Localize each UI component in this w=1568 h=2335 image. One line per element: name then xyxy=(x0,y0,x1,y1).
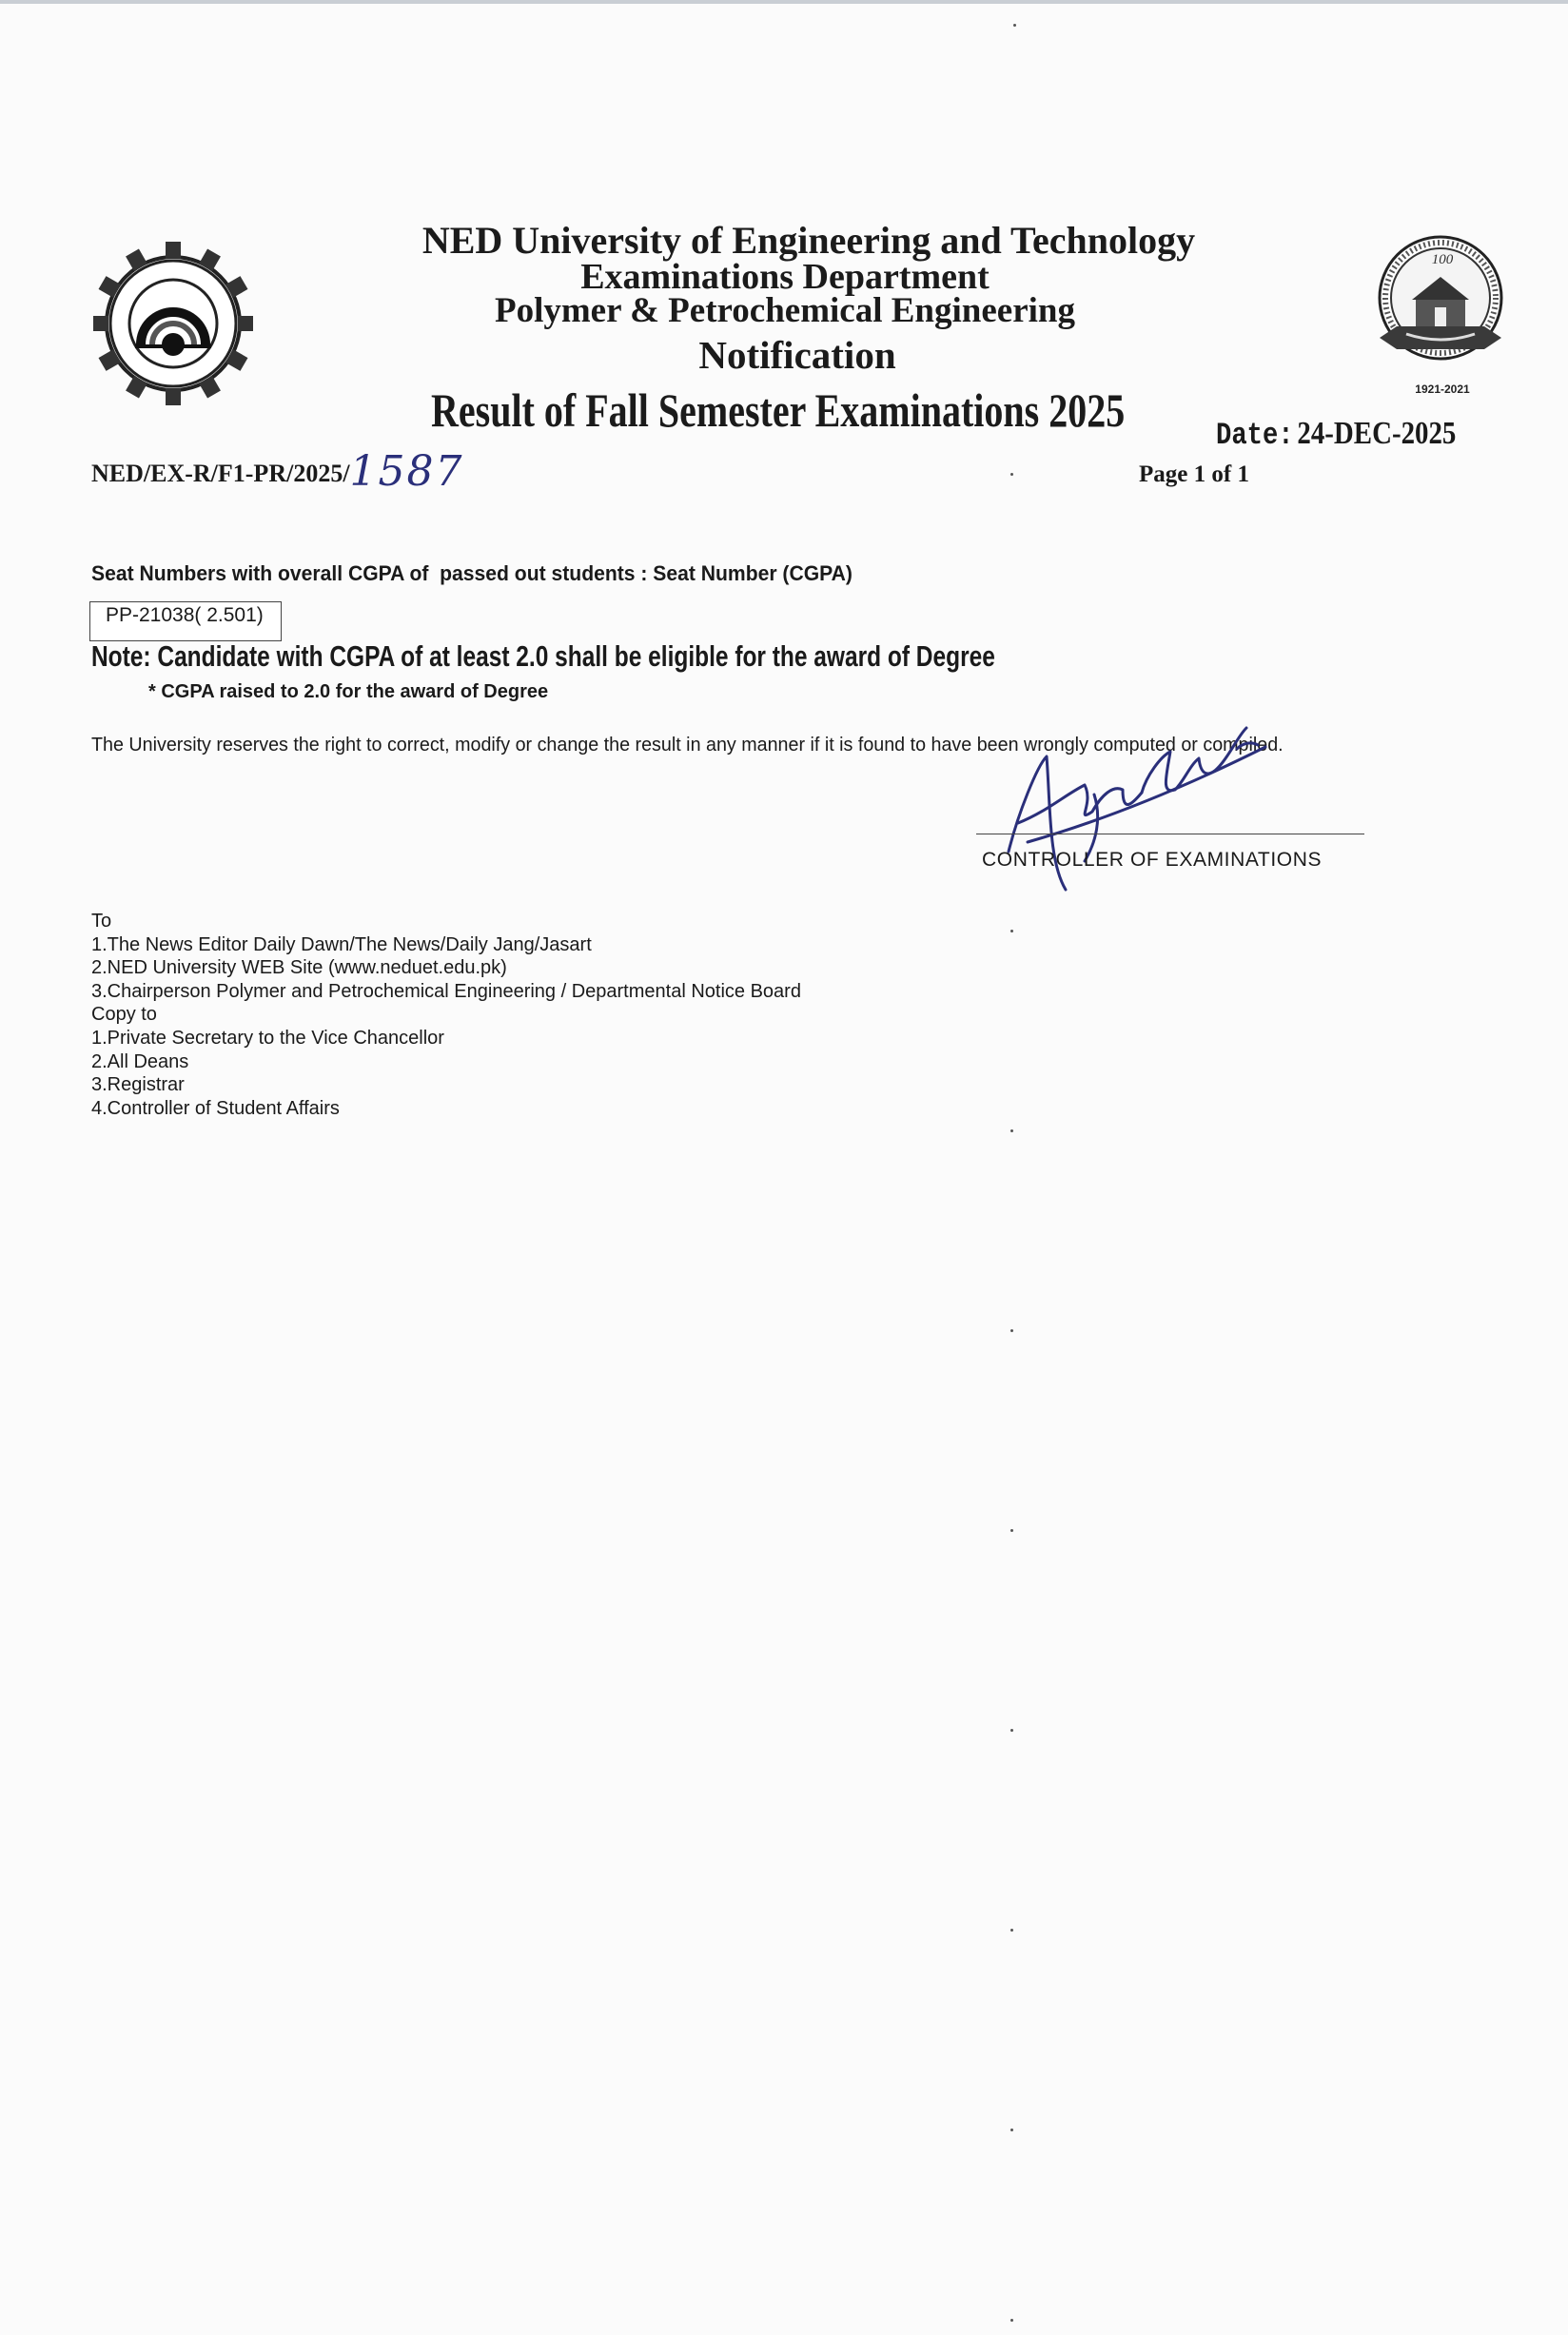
date-value: 24-DEC-2025 xyxy=(1297,416,1457,451)
date-line xyxy=(1216,416,1456,453)
reference-handwritten: 1587 xyxy=(349,447,464,496)
scan-top-edge xyxy=(0,0,1568,4)
copy-item: 2.All Deans xyxy=(91,1050,189,1072)
scan-speck xyxy=(1010,2129,1013,2131)
signatory-title: CONTROLLER OF EXAMINATIONS xyxy=(982,849,1323,871)
signature xyxy=(980,699,1284,909)
date-label: Date: xyxy=(1216,418,1294,453)
scan-speck xyxy=(1010,1329,1013,1332)
scan-speck xyxy=(1010,1929,1013,1932)
discipline-name: Polymer & Petrochemical Engineering xyxy=(494,291,1075,330)
copy-item: 1.Private Secretary to the Vice Chancellor xyxy=(91,1027,444,1049)
page-indicator: Page 1 of 1 xyxy=(1139,461,1249,487)
scan-speck xyxy=(1010,1729,1013,1732)
university-name: NED University of Engineering and Technology xyxy=(421,219,1196,262)
copy-item: 3.Registrar xyxy=(91,1074,185,1096)
cgpa-raised-note: * CGPA raised to 2.0 for the award of Degree xyxy=(148,681,549,702)
scan-speck xyxy=(1010,930,1013,932)
reference-number: NED/EX-R/F1-PR/2025/ xyxy=(91,460,350,487)
to-item: 3.Chairperson Polymer and Petrochemical Engineering / Departmental Notice Board xyxy=(91,980,801,1002)
department-name: Examinations Department xyxy=(580,257,990,297)
result-title: Result of Fall Semester Examinations 2025 xyxy=(431,383,1126,437)
document-type: Notification xyxy=(698,333,896,377)
to-item: 1.The News Editor Daily Dawn/The News/Daily Jang/Jasart xyxy=(91,933,592,955)
scan-speck xyxy=(1010,1129,1013,1132)
results-heading: Seat Numbers with overall CGPA of passed out students : Seat Number (CGPA) xyxy=(91,561,853,585)
centenary-badge-number: 100 xyxy=(1431,252,1454,267)
to-label: To xyxy=(91,911,112,932)
reference-line xyxy=(91,443,464,496)
scan-speck xyxy=(1010,473,1013,476)
scan-speck xyxy=(1010,2319,1013,2322)
disclaimer: The University reserves the right to correct, modify or change the result in any manner if it is found to have been wrongly computed or compiled. xyxy=(91,735,1284,755)
scan-speck xyxy=(1010,1529,1013,1532)
copy-label: Copy to xyxy=(91,1004,157,1026)
scan-speck xyxy=(1013,24,1016,27)
to-item: 2.NED University WEB Site (www.neduet.edu.pk) xyxy=(91,957,507,979)
copy-item: 4.Controller of Student Affairs xyxy=(91,1097,340,1119)
distribution-block xyxy=(91,910,801,1120)
centenary-years: 1921-2021 xyxy=(1415,383,1470,396)
result-entry: PP-21038( 2.501) xyxy=(106,604,264,626)
result-entry-box xyxy=(89,601,282,641)
eligibility-note: Note: Candidate with CGPA of at least 2.0 shall be eligible for the award of Degree xyxy=(91,639,995,673)
